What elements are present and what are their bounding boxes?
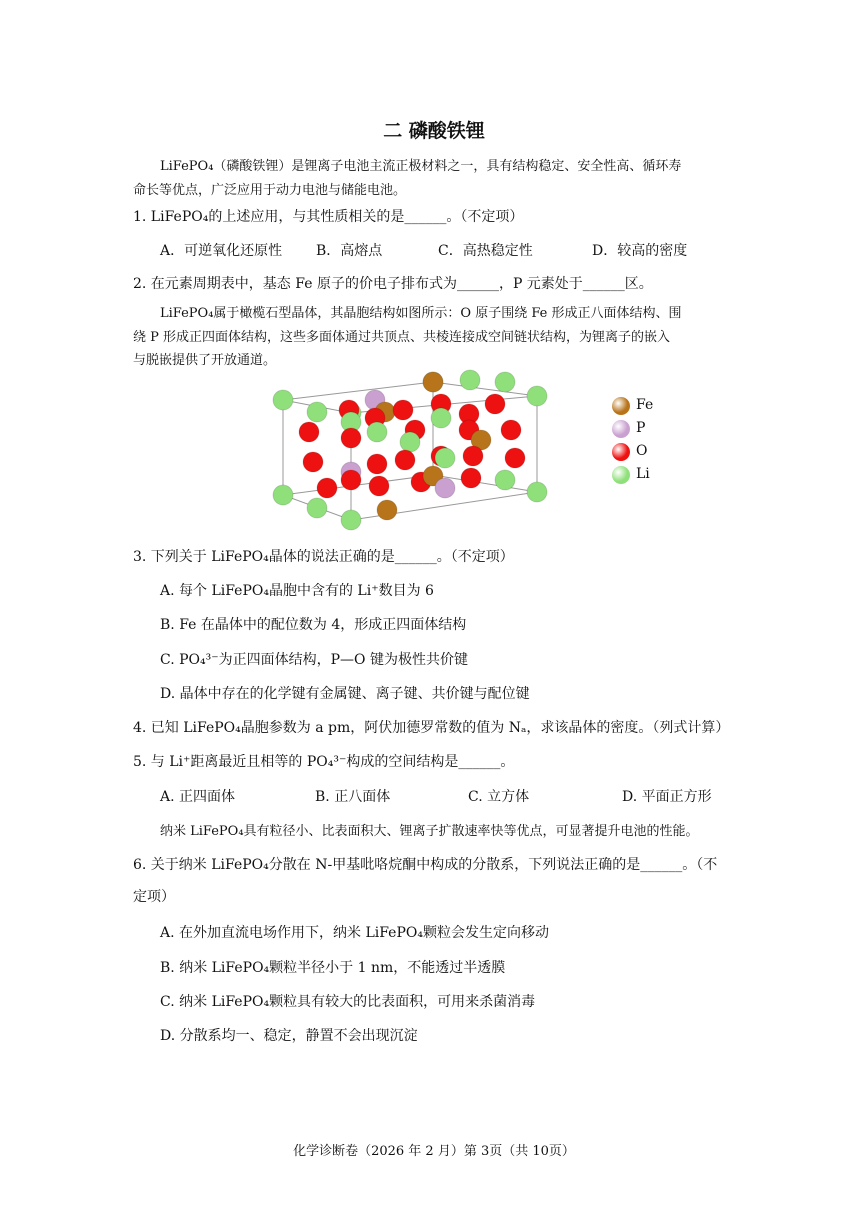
o-atom [303, 452, 323, 472]
q5-option-c: C. 立方体 [468, 789, 530, 805]
q1-option-d: D．较高的密度 [592, 243, 688, 259]
intro-line-2: 命长等优点，广泛应用于动力电池与储能电池。 [133, 183, 407, 198]
fe-atom [377, 500, 397, 520]
legend-li-label: Li [636, 466, 650, 482]
o-atom [395, 450, 415, 470]
o-atom [485, 394, 505, 414]
li-atom [307, 402, 327, 422]
q5-option-d: D. 平面正方形 [622, 789, 712, 805]
q6-option-c: C. 纳米 LiFePO₄颗粒具有较大的比表面积，可用来杀菌消毒 [160, 994, 536, 1010]
question-6-stem-line-2: 定项） [133, 889, 175, 905]
intro-line-1: LiFePO₄（磷酸铁锂）是锂离子电池主流正极材料之一，具有结构稳定、安全性高、循环寿 [160, 159, 682, 174]
page-footer: 化学诊断卷（2026 年 2 月）第 3页（共 10页） [293, 1144, 575, 1159]
li-atom [307, 498, 327, 518]
q1-option-a: A．可逆氧化还原性 [160, 243, 283, 259]
li-atom [341, 510, 361, 530]
o-atom [505, 448, 525, 468]
q3-option-c: C. PO₄³⁻为正四面体结构，P—O 键为极性共价键 [160, 652, 468, 668]
o-atom [461, 468, 481, 488]
p-atom [435, 478, 455, 498]
o-atom [369, 476, 389, 496]
fe-atom [423, 372, 443, 392]
o-atom [317, 478, 337, 498]
o-atom [341, 428, 361, 448]
para2-line-3: 与脱嵌提供了开放通道。 [133, 353, 277, 368]
o-atom [367, 454, 387, 474]
q5-option-a: A. 正四面体 [160, 789, 236, 805]
q3-option-a: A. 每个 LiFePO₄晶胞中含有的 Li⁺数目为 6 [160, 583, 434, 599]
question-6-stem-line-1: 6. 关于纳米 LiFePO₄分散在 N-甲基吡咯烷酮中构成的分散系，下列说法正确的是______。（不 [133, 857, 718, 873]
para2-line-1: LiFePO₄属于橄榄石型晶体，其晶胞结构如图所示：O 原子围绕 Fe 形成正八面体结构、围 [160, 306, 682, 321]
para3: 纳米 LiFePO₄具有粒径小、比表面积大、锂离子扩散速率快等优点，可显著提升电池的性能。 [160, 824, 699, 839]
figure-legend [610, 395, 690, 495]
legend-p-swatch [612, 420, 630, 438]
li-atom [435, 448, 455, 468]
question-4-stem: 4. 已知 LiFePO₄晶胞参数为 a pm，阿伏加德罗常数的值为 Nₐ，求该晶体的密度。（列式计算） [133, 720, 730, 736]
crystal-cell-figure [265, 360, 565, 535]
li-atom [367, 422, 387, 442]
li-atom [495, 372, 515, 392]
o-atom [463, 446, 483, 466]
section-title: 二 磷酸铁锂 [383, 120, 485, 142]
o-atom [501, 420, 521, 440]
li-atom [273, 485, 293, 505]
li-atom [527, 482, 547, 502]
li-atom [527, 386, 547, 406]
legend-fe-label: Fe [636, 397, 654, 413]
q3-option-b: B. Fe 在晶体中的配位数为 4，形成正四面体结构 [160, 617, 467, 633]
q6-option-a: A. 在外加直流电场作用下，纳米 LiFePO₄颗粒会发生定向移动 [160, 925, 549, 941]
o-atom [299, 422, 319, 442]
question-5-stem: 5. 与 Li⁺距离最近且相等的 PO₄³⁻构成的空间结构是______。 [133, 754, 515, 770]
li-atom [495, 470, 515, 490]
legend-o-swatch [612, 443, 630, 461]
o-atom [341, 470, 361, 490]
q6-option-d: D. 分散系均一、稳定，静置不会出现沉淀 [160, 1028, 418, 1044]
legend-o-label: O [636, 443, 648, 459]
question-3-stem: 3. 下列关于 LiFePO₄晶体的说法正确的是______。（不定项） [133, 549, 514, 565]
q1-option-b: B．高熔点 [316, 243, 383, 259]
question-1-stem: 1. LiFePO₄的上述应用，与其性质相关的是______。（不定项） [133, 209, 524, 225]
legend-li-swatch [612, 466, 630, 484]
q5-option-b: B. 正八面体 [315, 789, 391, 805]
li-atom [400, 432, 420, 452]
o-atom [393, 400, 413, 420]
para2-line-2: 绕 P 形成正四面体结构，这些多面体通过共顶点、共棱连接成空间链状结构，为锂离子的嵌入 [133, 330, 671, 345]
li-atom [273, 390, 293, 410]
legend-fe-swatch [612, 397, 630, 415]
q1-option-c: C．高热稳定性 [438, 243, 533, 259]
q6-option-b: B. 纳米 LiFePO₄颗粒半径小于 1 nm，不能透过半透膜 [160, 960, 506, 976]
li-atom [431, 408, 451, 428]
li-atom [460, 370, 480, 390]
legend-p-label: P [636, 420, 646, 436]
question-2-stem: 2. 在元素周期表中，基态 Fe 原子的价电子排布式为______，P 元素处于______区。 [133, 276, 653, 292]
q3-option-d: D. 晶体中存在的化学键有金属键、离子键、共价键与配位键 [160, 686, 530, 702]
